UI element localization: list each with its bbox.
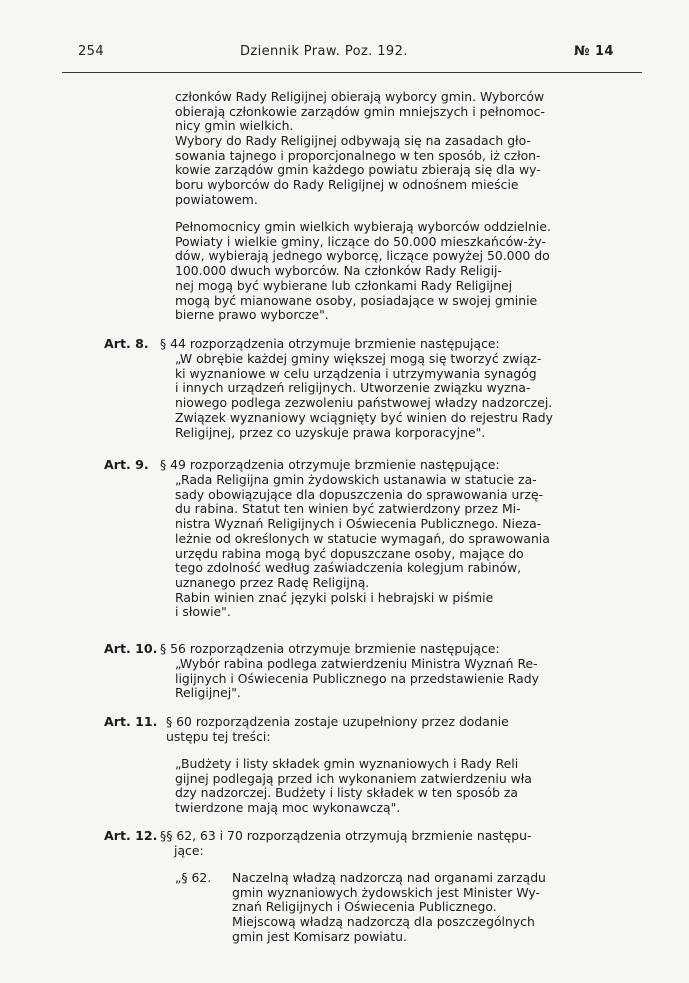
issue-number: № 14	[574, 44, 614, 59]
text-line: „Rada Religijna gmin żydowskich ustanawia w statucie za-	[175, 473, 537, 487]
text-line: dów, wybierają jednego wyborcę, liczące powyżej 50.000 do	[175, 249, 550, 264]
text-line: Rabin winien znać języki polski i hebrajski w piśmie	[175, 590, 494, 605]
article-text	[166, 715, 623, 744]
intro-paragraph	[175, 220, 623, 323]
page-header	[0, 44, 689, 68]
text-line: ligijnych i Oświecenia Publicznego na przedstawienie Rady	[175, 671, 539, 686]
text-line: i słowie".	[175, 605, 231, 620]
text-line: sowania tajnego i proporcjonalnego w ten sposób, iż człon-	[175, 148, 541, 163]
text-line: znań Religijnych i Oświecenia Publicznego.	[232, 900, 497, 915]
text-line: Religijnej".	[175, 686, 241, 701]
text-line: gmin wyznaniowych żydowskich jest Minister Wy-	[232, 885, 540, 900]
article-label: Art. 12.	[104, 828, 158, 843]
text-line: §§ 62, 63 i 70 rozporządzenia otrzymują brzmienie następu-	[160, 829, 532, 843]
text-line: nej mogą być wybierane lub członkami Rady Religijnej	[175, 278, 513, 293]
text-line: bierne prawo wyborcze".	[175, 308, 329, 323]
text-line: Pełnomocnicy gmin wielkich wybierają wyborców oddzielnie.	[175, 220, 551, 234]
text-line: sady obowiązujące dla dopuszczenia do sprawowania urzę-	[175, 487, 544, 502]
text-line: § 44 rozporządzenia otrzymuje brzmienie następujące:	[160, 337, 500, 351]
header-rule	[62, 72, 642, 73]
text-line: tego zdolność według zaświadczenia kolegjum rabinów,	[175, 561, 522, 576]
text-line: dzy nadzorczej. Budżety i listy składek w ten sposób za	[175, 786, 518, 801]
text-line: uznanego przez Radę Religijną.	[175, 575, 370, 590]
intro-paragraph	[175, 90, 623, 134]
text-line: boru wyborców do Rady Religijnej w odnośnem mieście	[175, 178, 519, 193]
text-line: jące:	[174, 843, 204, 858]
text-line: 100.000 dwuch wyborców. Na członków Rady Religij-	[175, 264, 502, 279]
text-line: kowie zarządów gmin każdego powiatu zbierają się dla wy-	[175, 163, 541, 178]
section-mark: „§ 62.	[175, 870, 212, 885]
text-line: Powiaty i wielkie gminy, liczące do 50.000 mieszkańców-ży-	[175, 234, 546, 249]
text-line: nicy gmin wielkich.	[175, 119, 294, 134]
text-line: § 56 rozporządzenia otrzymuje brzmienie następujące:	[160, 642, 500, 656]
article-label: Art. 11.	[104, 714, 158, 729]
text-line: i innych urządzeń religijnych. Utworzenie związku wyzna-	[175, 381, 531, 396]
article-label: Art. 8.	[104, 336, 149, 351]
text-line: gijnej podlegają przed ich wykonaniem zatwierdzeniu wła	[175, 771, 532, 786]
text-line: „Wybór rabina podlega zatwierdzeniu Ministra Wyznań Re-	[175, 657, 538, 671]
text-line: powiatowem.	[175, 192, 258, 207]
section-text	[232, 871, 623, 945]
article-quote	[175, 757, 623, 816]
article-text	[160, 337, 623, 352]
text-line: § 49 rozporządzenia otrzymuje brzmienie następujące:	[160, 458, 500, 472]
article-quote	[175, 657, 623, 701]
article-quote	[175, 352, 623, 440]
article-label: Art. 10.	[104, 641, 158, 656]
text-line: obierają członkowie zarządów gmin mniejszych i pełnomoc-	[175, 104, 545, 119]
text-line: ki wyznaniowe w celu urządzenia i utrzymywania synagóg	[175, 366, 537, 381]
journal-title: Dziennik Praw. Poz. 192.	[240, 44, 408, 59]
text-line: Naczelną władzą nadzorczą nad organami zarządu	[232, 871, 546, 885]
text-line: leżnie od określonych w statucie wymagań, do sprawowania	[175, 531, 550, 546]
text-line: du rabina. Statut ten winien być zatwierdzony przez Mi-	[175, 502, 521, 517]
text-line: gmin jest Komisarz powiatu.	[232, 929, 407, 944]
text-line: Wybory do Rady Religijnej odbywają się na zasadach gło-	[175, 134, 531, 148]
text-line: ustępu tej treści:	[166, 729, 271, 744]
text-line: § 60 rozporządzenia zostaje uzupełniony przez dodanie	[166, 715, 509, 729]
page-number: 254	[78, 44, 105, 59]
text-line: mogą być mianowane osoby, posiadające w swojej gminie	[175, 293, 538, 308]
text-line: Miejscową władzą nadzorczą dla poszczególnych	[232, 915, 535, 930]
article-quote	[175, 473, 623, 620]
article-label: Art. 9.	[104, 457, 149, 472]
text-line: członków Rady Religijnej obierają wyborcy gmin. Wyborców	[175, 90, 545, 104]
text-line: twierdzone mają moc wykonawczą".	[175, 801, 401, 816]
article-text	[160, 829, 623, 858]
intro-paragraph	[175, 134, 623, 208]
text-line: niowego podlega zezwoleniu państwowej władzy nadzorczej.	[175, 396, 553, 411]
text-line: nistra Wyznań Religijnych i Oświecenia Publicznego. Nieza-	[175, 517, 542, 532]
article-text	[160, 458, 623, 473]
text-line: Religijnej, przez co uzyskuje prawa korporacyjne".	[175, 425, 486, 440]
text-line: „Budżety i listy składek gmin wyznaniowych i Rady Reli	[175, 757, 519, 771]
text-line: urzędu rabina mogą być dopuszczane osoby, mające do	[175, 546, 524, 561]
text-line: „W obrębie każdej gminy większej mogą się tworzyć związ-	[175, 352, 542, 366]
text-line: Związek wyznaniowy wciągnięty być winien do rejestru Rady	[175, 410, 553, 425]
article-text	[160, 642, 623, 657]
